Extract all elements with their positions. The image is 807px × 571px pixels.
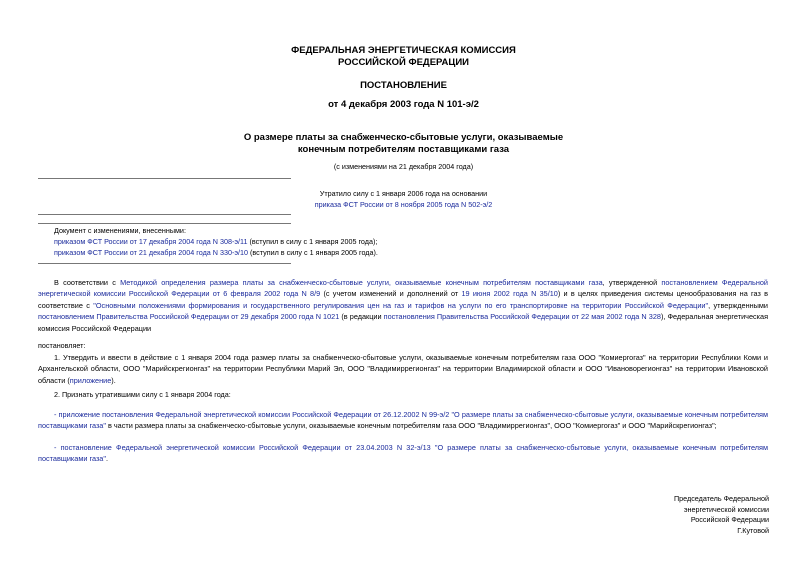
decree-item-2: 2. Признать утратившими силу с 1 января 2004 года: xyxy=(54,390,231,399)
org-name-line2: РОССИЙСКОЙ ФЕДЕРАЦИИ xyxy=(337,57,469,68)
change-item-tail: (вступил в силу с 1 января 2005 года); xyxy=(247,237,378,246)
org-name-line1: ФЕДЕРАЛЬНАЯ ЭНЕРГЕТИЧЕСКАЯ КОМИССИЯ xyxy=(291,45,516,56)
repeal-order-link[interactable]: приказа ФСТ России от 8 ноября 2005 года N 502-э/2 xyxy=(314,200,493,209)
change-item xyxy=(54,248,378,258)
repealed-text: в части размера платы за снабженческо-сбытовые услуги, оказываемые конечным потребителям газа ООО "Владимиррегионгаз", ООО "Комиергогаз" и ООО "Марийскрегионгаз"; xyxy=(105,421,717,431)
amendment-note: (с изменениями на 21 декабря 2004 года) xyxy=(333,162,474,171)
preamble-text: , утвержденными xyxy=(708,300,768,310)
repealed-appendix-link[interactable]: - приложение постановления Федеральной энергетической комиссии Российской Федерации от 26.12.2002 N 99-э/2 "О размере платы за снабженческо-сбытовые услуги, оказываемые конечным потребителям поставщиками газа" xyxy=(38,410,768,431)
doc-type: ПОСТАНОВЛЕНИЕ xyxy=(360,80,447,91)
repealed-item-1 xyxy=(38,409,768,432)
doc-title-line2: конечным потребителям поставщиками газа xyxy=(297,144,510,155)
preamble-text: В соответствии с xyxy=(54,278,121,287)
amendment-link[interactable]: 19 июня 2002 года N 35/10 xyxy=(461,289,558,299)
signature-block xyxy=(569,494,769,536)
change-order-link[interactable]: приказом ФСТ России от 17 декабря 2004 года N 308-э/11 xyxy=(54,237,248,246)
change-item xyxy=(54,237,377,247)
basic-provisions-link[interactable]: "Основными положениями формирования и государственного регулирования цен на газ и тарифов на услуги по его транспортировке на территории Российской Федерации" xyxy=(93,300,709,310)
doc-title-line1: О размере платы за снабженческо-сбытовые услуги, оказываемые xyxy=(243,132,564,143)
status-line: Утратило силу с 1 января 2006 года на основании xyxy=(319,189,488,198)
appendix-link[interactable]: приложение xyxy=(69,375,112,385)
change-order-link[interactable]: приказом ФСТ России от 21 декабря 2004 года N 330-э/10 xyxy=(54,248,249,257)
changes-intro: Документ с изменениями, внесенными: xyxy=(54,226,186,235)
repealed-item-2 xyxy=(38,442,768,465)
divider xyxy=(38,223,291,224)
repealed-resolution-link[interactable]: - постановление Федеральной энергетической комиссии Российской Федерации от 23.04.2003 N 32-э/13 "О размере платы за снабженческо-сбытовые услуги, оказываемые конечным потребителям поставщиками газа" xyxy=(38,443,768,464)
preamble-paragraph xyxy=(38,277,768,334)
decree-item-1 xyxy=(38,352,768,386)
signature-line: энергетической комиссии xyxy=(683,504,769,514)
signature-line: Российской Федерации xyxy=(690,515,769,525)
doc-date: от 4 декабря 2003 года N 101-э/2 xyxy=(328,99,479,110)
signature-line: Председатель Федеральной xyxy=(674,494,769,503)
decree-text: ). xyxy=(111,375,116,385)
preamble-text: (в редакции xyxy=(339,312,384,322)
government-resolution-edit-link[interactable]: постановления Правительства Российской Федерации от 22 мая 2002 года N 328 xyxy=(383,312,661,322)
decree-text: 1. Утвердить и ввести в действие с 1 января 2004 года размер платы за снабженческо-сбытовые услуги, оказываемые конечным потребителям газа ООО "Комиергогаз" на территории Республики Коми и Архангельской области, ООО "Марийскрегионгаз" на территории Республики Марий Эл, ООО "Владимиррегионгаз" на территории Владимирской области и ООО "Ивановорегионгаз" на территории Ивановской области xyxy=(38,353,768,385)
divider xyxy=(38,178,291,179)
preamble-text: (с учетом изменений и дополнений от xyxy=(320,289,462,299)
decree-text: ( xyxy=(67,375,70,385)
repealed-text: . xyxy=(105,454,108,464)
fek-resolution-link[interactable]: постановлением Федеральной энергетической комиссии Российской Федерации от 6 февраля 2002 года N 8/9 xyxy=(38,278,768,299)
preamble-text: ) и в целях приведения системы ценообразования на газ в соответствие с xyxy=(38,289,768,310)
signatory-name: Г.Кутовой xyxy=(737,525,769,535)
divider xyxy=(38,214,291,215)
divider xyxy=(38,263,291,264)
methodology-link[interactable]: Методикой определения размера платы за снабженческо-сбытовые услуги, оказываемые конечным потребителям поставщиками газа xyxy=(120,278,603,287)
government-resolution-link[interactable]: постановлением Правительства Российской Федерации от 29 декабря 2000 года N 1021 xyxy=(38,312,340,322)
decree-label: постановляет: xyxy=(38,341,86,350)
preamble-text: , утвержденной xyxy=(602,278,662,287)
preamble-text: ), Федеральная энергетическая комиссия Российской Федерации xyxy=(38,312,769,333)
change-item-tail: (вступил в силу с 1 января 2005 года). xyxy=(248,248,378,257)
